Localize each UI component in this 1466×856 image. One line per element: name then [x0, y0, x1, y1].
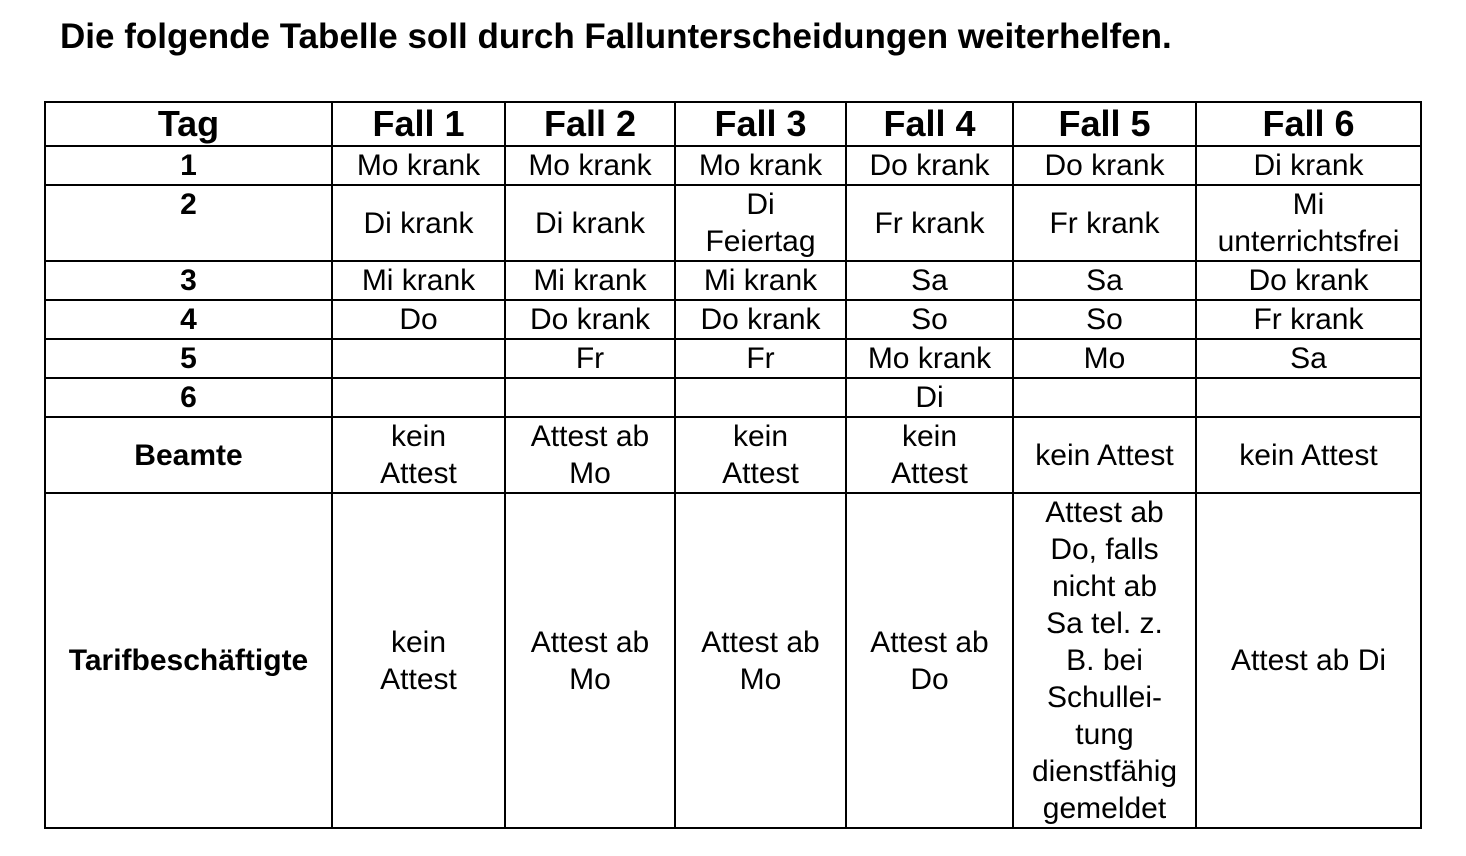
table-cell: Fr krank	[846, 185, 1013, 261]
table-cell: Mo	[1013, 339, 1196, 378]
table-cell: Do krank	[1013, 146, 1196, 185]
row-label-tarifbeschaeftigte: Tarifbeschäftigte	[45, 493, 332, 828]
table-row	[45, 378, 1421, 417]
row-label-beamte: Beamte	[45, 417, 332, 493]
header-cell-fall-5: Fall 5	[1013, 102, 1196, 146]
day-number: 6	[45, 378, 332, 417]
table-cell: So	[1013, 300, 1196, 339]
cell-text: Attest ab Do	[870, 625, 989, 696]
table-cell: Fr krank	[1013, 185, 1196, 261]
cell-text: Di Feiertag	[705, 188, 816, 258]
table-cell	[675, 493, 846, 828]
header-row	[45, 102, 1421, 146]
table-cell	[675, 185, 846, 261]
header-cell-tag: Tag	[45, 102, 332, 146]
day-number: 4	[45, 300, 332, 339]
header-cell-fall-1: Fall 1	[332, 102, 505, 146]
table-cell: Mi krank	[505, 261, 675, 300]
table-cell: Mi krank	[332, 261, 505, 300]
table-cell: Mi krank	[675, 261, 846, 300]
cell-text: Attest ab Mo	[701, 625, 820, 696]
day-number: 2	[45, 185, 332, 261]
case-table	[44, 101, 1422, 829]
table-cell: Di krank	[505, 185, 675, 261]
table-cell: Sa	[1013, 261, 1196, 300]
day-number: 1	[45, 146, 332, 185]
cell-text: Mi unterrichtsfrei	[1217, 188, 1400, 258]
table-cell: Mo krank	[332, 146, 505, 185]
table-cell	[1196, 378, 1421, 417]
cell-text: Attest ab Mo	[530, 625, 650, 696]
table-row	[45, 339, 1421, 378]
table-cell	[332, 493, 505, 828]
table-cell	[332, 339, 505, 378]
header-cell-fall-4: Fall 4	[846, 102, 1013, 146]
table-cell: So	[846, 300, 1013, 339]
cell-text: Attest ab Mo	[530, 420, 650, 490]
table-cell	[505, 493, 675, 828]
cell-text: kein Attest	[380, 625, 457, 696]
table-cell: Fr krank	[1196, 300, 1421, 339]
table-cell: Sa	[1196, 339, 1421, 378]
table-cell	[846, 493, 1013, 828]
table-cell: Di krank	[1196, 146, 1421, 185]
table-cell	[1013, 493, 1196, 828]
table-row	[45, 261, 1421, 300]
table-cell: Sa	[846, 261, 1013, 300]
table-cell	[332, 378, 505, 417]
table-row	[45, 300, 1421, 339]
table-cell	[1196, 185, 1421, 261]
table-cell: Do krank	[505, 300, 675, 339]
cell-text: kein Attest	[722, 420, 799, 490]
table-cell: Do	[332, 300, 505, 339]
page-title: Die folgende Tabelle soll durch Fallunterscheidungen weiterhelfen.	[60, 17, 1172, 56]
table-cell: Di	[846, 378, 1013, 417]
table-cell: Fr	[505, 339, 675, 378]
table-cell: kein Attest	[1196, 417, 1421, 493]
table-cell: Mo krank	[846, 339, 1013, 378]
table-cell	[505, 378, 675, 417]
header-cell-fall-6: Fall 6	[1196, 102, 1421, 146]
table-cell: Fr	[675, 339, 846, 378]
cell-text: kein Attest	[891, 420, 968, 490]
table-cell: Do krank	[675, 300, 846, 339]
table-row	[45, 146, 1421, 185]
table-cell: Attest ab Di	[1196, 493, 1421, 828]
table-cell: Mo krank	[675, 146, 846, 185]
table-row	[45, 185, 1421, 261]
day-number: 5	[45, 339, 332, 378]
table-cell: Di krank	[332, 185, 505, 261]
table-cell	[332, 417, 505, 493]
table-row	[45, 493, 1421, 828]
table-cell: Do krank	[846, 146, 1013, 185]
table-cell	[675, 378, 846, 417]
table-row	[45, 417, 1421, 493]
table-cell: kein Attest	[1013, 417, 1196, 493]
cell-text: Attest ab Do, falls nicht ab Sa tel. z. B. bei Schullei- tung dienstfähig gemeldet	[1031, 496, 1178, 825]
table-cell	[1013, 378, 1196, 417]
table-cell: Do krank	[1196, 261, 1421, 300]
table-cell	[846, 417, 1013, 493]
table-cell: Mo krank	[505, 146, 675, 185]
header-cell-fall-2: Fall 2	[505, 102, 675, 146]
cell-text: kein Attest	[380, 420, 457, 490]
table-cell	[505, 417, 675, 493]
table-cell	[675, 417, 846, 493]
header-cell-fall-3: Fall 3	[675, 102, 846, 146]
day-number: 3	[45, 261, 332, 300]
